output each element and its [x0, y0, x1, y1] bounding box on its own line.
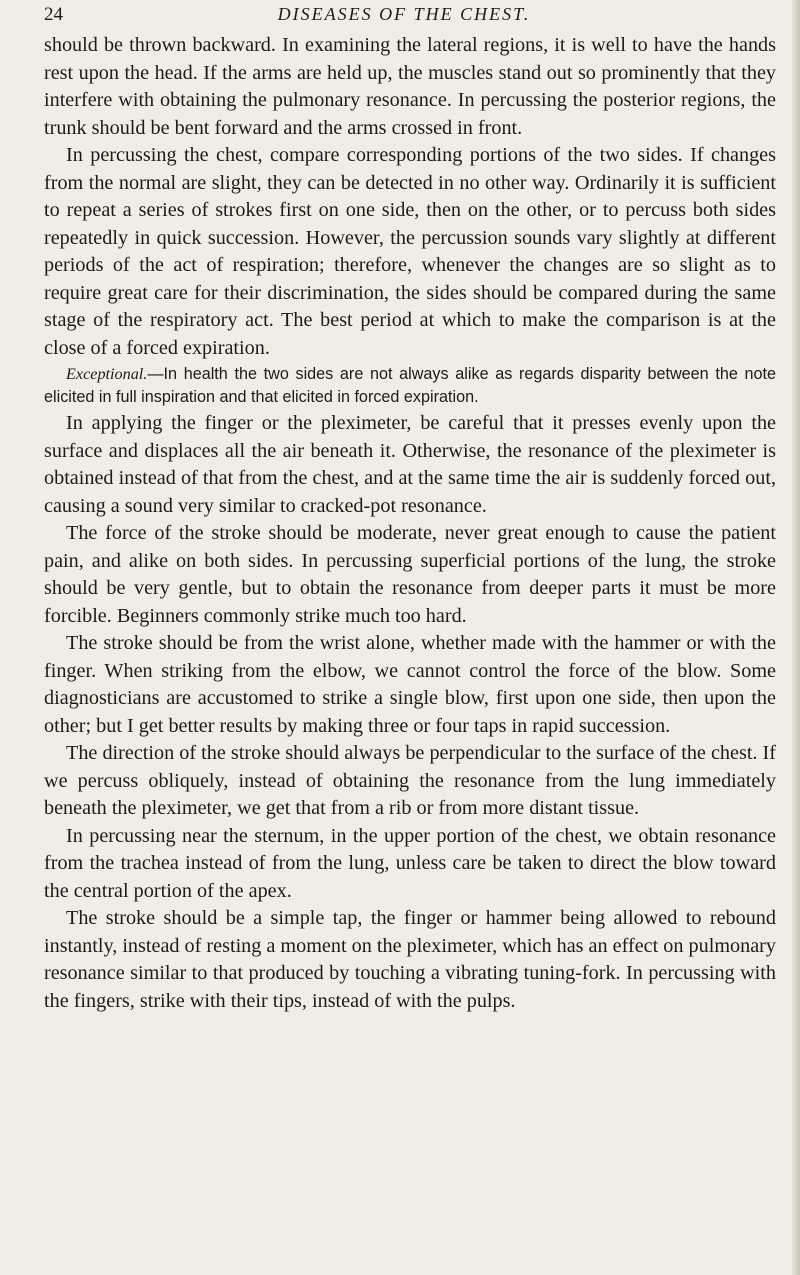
book-page — [44, 0, 784, 1275]
paragraph: In percussing the chest, compare corresponding portions of the two sides. If changes from the normal are slight, they can be detected in no other way. Ordinarily it is sufficient to repeat a series of strokes first on one side, then on the other, or to percuss both sides repeatedly in quick succession. However, the percussion sounds vary slightly at different periods of the act of respiration; therefore, whenever the changes are so slight as to require great care for their discrimination, the sides should be compared during the same stage of the respiratory act. The best period at which to make the comparison is at the close of a forced expiration. — [44, 144, 776, 359]
page-number: 24 — [44, 4, 63, 25]
page-edge — [792, 0, 800, 1275]
exceptional-note — [44, 363, 776, 408]
paragraph: In applying the finger or the pleximeter, be careful that it presses evenly upon the surface and displaces all the air beneath it. Otherwise, the resonance of the pleximeter is obtained instead of that from the chest, and at the same time the air is suddenly forced out, causing a sound very similar to cracked-pot resonance. — [44, 412, 776, 517]
note-text: —In health the two sides are not always alike as regards disparity between the note elicited in full inspiration and that elicited in forced expiration. — [44, 365, 776, 406]
paragraph: In percussing near the sternum, in the upper portion of the chest, we obtain resonance from the trachea instead of from the lung, unless care be taken to direct the blow toward the central portion of the apex. — [44, 824, 776, 902]
paragraph: The force of the stroke should be moderate, never great enough to cause the patient pain, and alike on both sides. In percussing superficial portions of the lung, the stroke should be very gentle, but to obtain the resonance from deeper parts it must be more forcible. Beginners commonly strike much too hard. — [44, 522, 776, 627]
paragraph: should be thrown backward. In examining the lateral regions, it is well to have the hands rest upon the head. If the arms are held up, the muscles stand out so prominently that they interfere with obtaining the pulmonary resonance. In percussing the posterior regions, the trunk should be bent forward and the arms crossed in front. — [44, 34, 776, 139]
body-text — [44, 32, 776, 1015]
paragraph: The direction of the stroke should always be perpendicular to the surface of the chest. If we percuss obliquely, instead of obtaining the resonance from the lung immediately beneath the pleximeter, we get that from a rib or from more distant tissue. — [44, 742, 776, 819]
paragraph: The stroke should be from the wrist alone, whether made with the hammer or with the finger. When striking from the elbow, we cannot control the force of the blow. Some diagnosticians are accustomed to strike a single blow, first upon one side, then upon the other; but I get better results by making three or four taps in rapid succession. — [44, 632, 776, 737]
running-head-title: DISEASES OF THE CHEST. — [277, 4, 531, 24]
running-head — [44, 4, 764, 28]
note-lead: Exceptional. — [66, 365, 148, 383]
paragraph: The stroke should be a simple tap, the finger or hammer being allowed to rebound instantly, instead of resting a moment on the pleximeter, which has an effect on pulmonary resonance similar to that produced by touching a vibrating tuning-fork. In percussing with the fingers, strike with their tips, instead of with the pulps. — [44, 907, 776, 1012]
